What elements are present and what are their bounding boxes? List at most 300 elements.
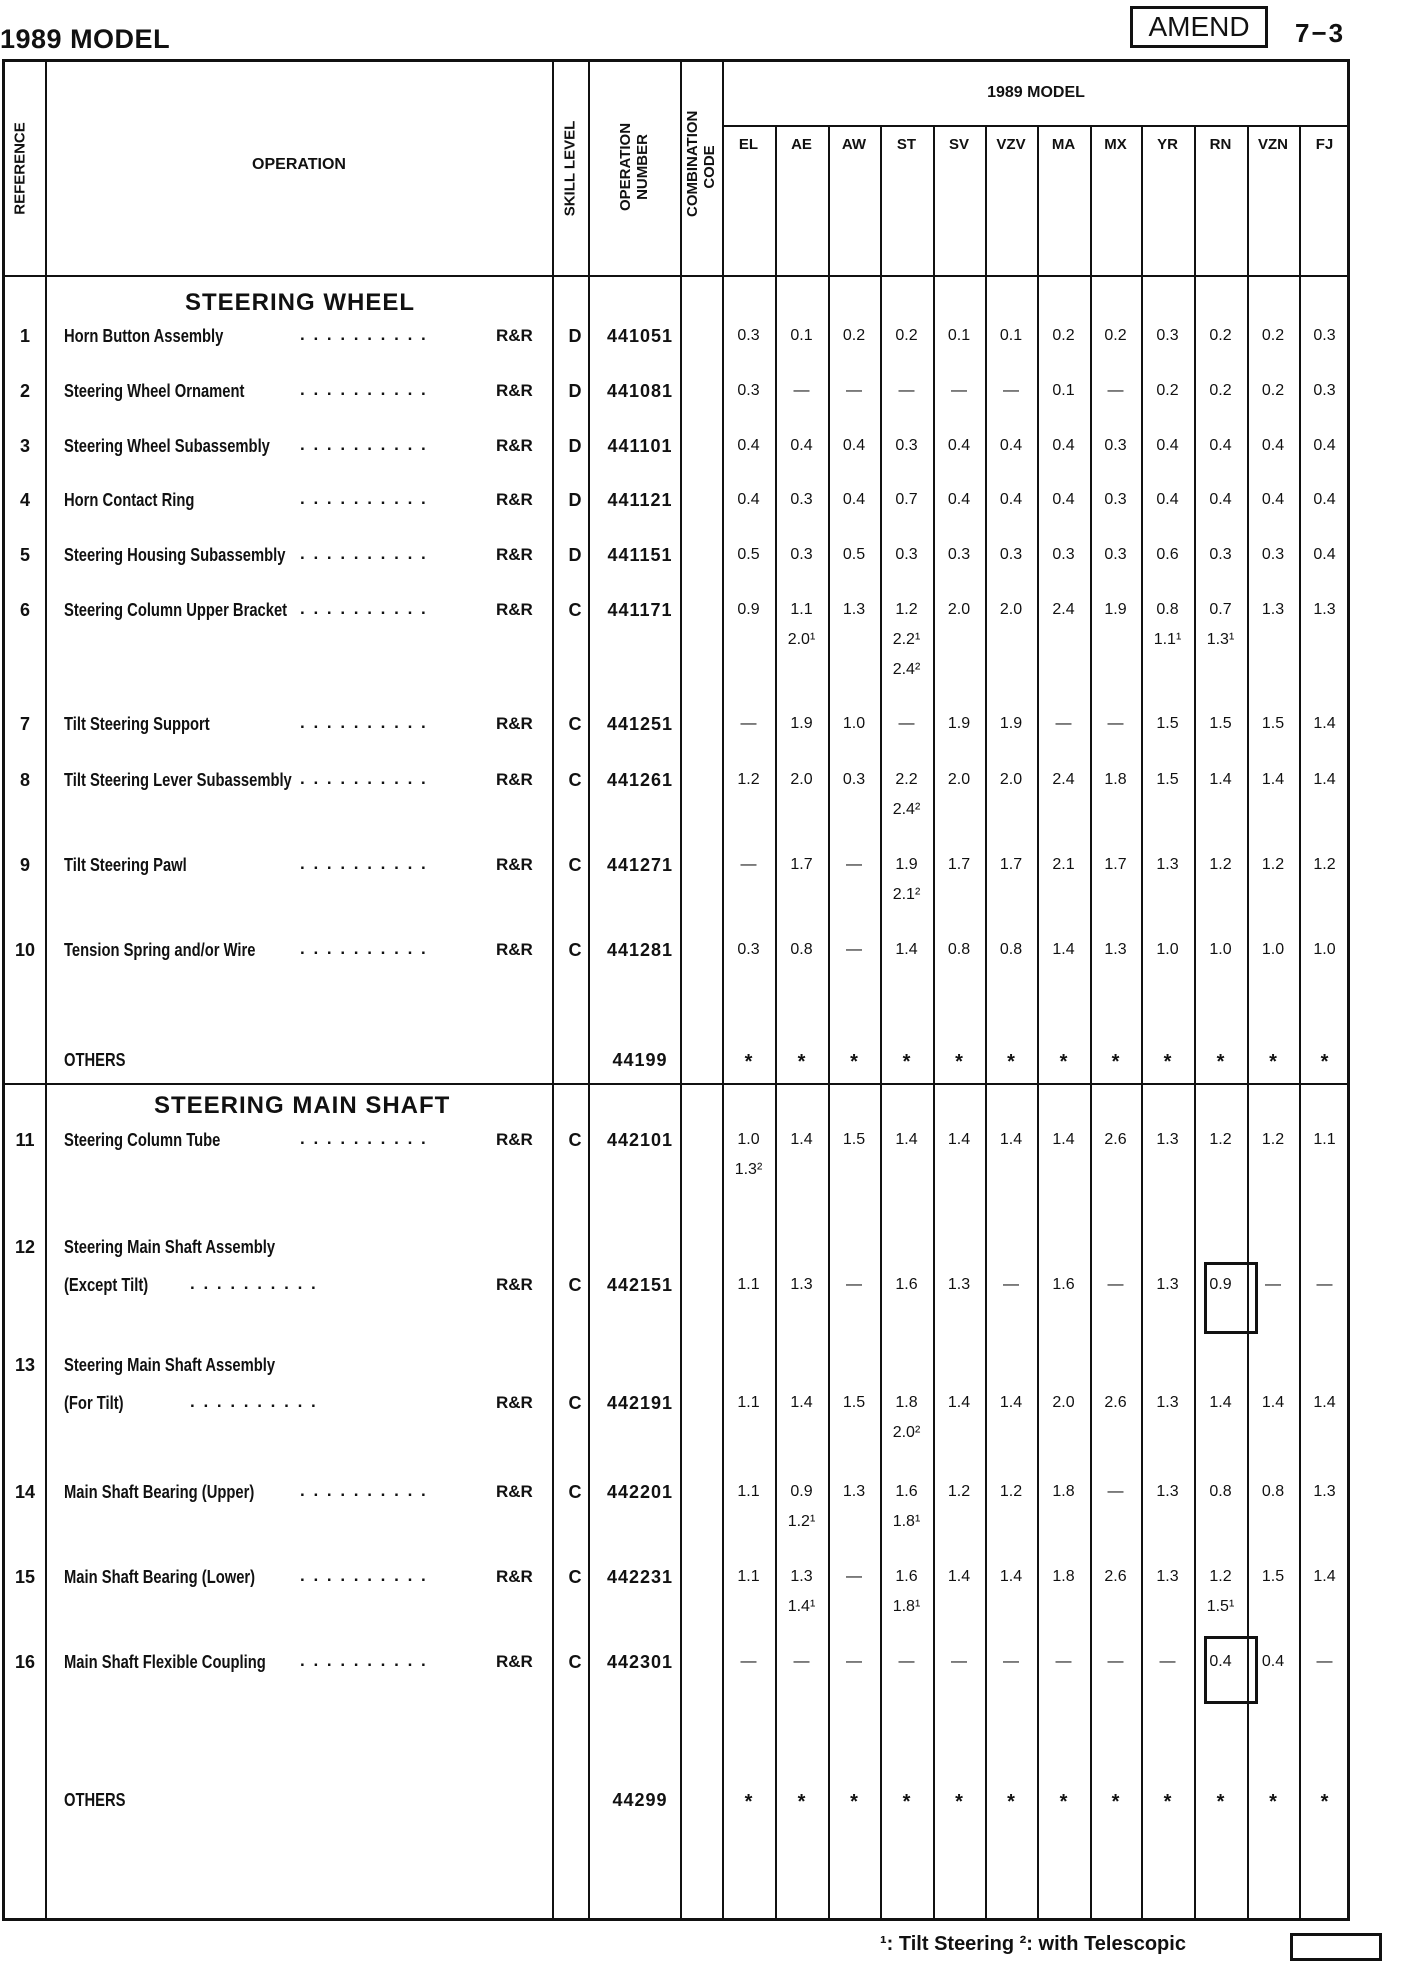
- header-model-ae: AE: [791, 136, 812, 153]
- operation-name: Main Shaft Bearing (Upper): [64, 1482, 255, 1502]
- leader-dots: . . . . . . . . . .: [190, 1274, 318, 1293]
- time-value: 1.5: [842, 1394, 866, 1411]
- time-value: 1.4: [947, 1394, 971, 1411]
- leader-dots: . . . . . . . . . .: [300, 1481, 428, 1500]
- operation-number: 442201: [606, 1482, 674, 1502]
- action-code: R&R: [496, 1482, 533, 1501]
- time-value: 2.0: [999, 601, 1023, 618]
- operation-number: 441101: [607, 436, 673, 456]
- time-value-variant: 1.8¹: [892, 1513, 921, 1530]
- time-value: 1.4: [1261, 771, 1285, 788]
- time-value: 1.7: [790, 856, 813, 873]
- operation-number: 442231: [606, 1567, 674, 1587]
- time-value: —: [740, 715, 757, 732]
- time-value: 0.2: [895, 327, 918, 344]
- header-operation-number: OPERATION NUMBER: [617, 122, 651, 212]
- leader-dots: . . . . . . . . . .: [300, 325, 428, 344]
- time-value: *: [797, 1051, 806, 1073]
- time-value: *: [955, 1791, 963, 1813]
- leader-dots: . . . . . . . . . .: [300, 939, 428, 958]
- leader-dots: . . . . . . . . . .: [300, 599, 428, 618]
- time-value: 1.6: [895, 1483, 918, 1500]
- operation-name: OTHERS: [64, 1050, 126, 1070]
- time-value: 1.4: [1052, 1131, 1075, 1148]
- time-value: 1.4: [947, 1568, 971, 1585]
- operation-name: Tilt Steering Pawl: [64, 855, 187, 875]
- skill-level: D: [568, 545, 582, 565]
- time-value-variant: 1.1¹: [1153, 631, 1182, 648]
- time-value: 1.0: [842, 715, 866, 732]
- time-value: 0.2: [1261, 382, 1285, 399]
- time-value: 1.3: [1156, 1276, 1179, 1293]
- time-value: 0.1: [1052, 382, 1075, 399]
- time-value: 1.2: [737, 771, 760, 788]
- time-value: 0.4: [1156, 491, 1179, 508]
- highlight-box: [1204, 1262, 1258, 1334]
- time-value: 1.2: [1209, 1568, 1232, 1585]
- header-model-yr: YR: [1157, 136, 1178, 153]
- section-title: STEERING MAIN SHAFT: [154, 1092, 451, 1119]
- reference-number: 13: [14, 1355, 36, 1375]
- reference-number: 16: [14, 1652, 36, 1672]
- leader-dots: . . . . . . . . . .: [190, 1392, 318, 1411]
- time-value: 2.6: [1104, 1131, 1127, 1148]
- time-value: 0.4: [1261, 437, 1285, 454]
- time-value: —: [740, 1653, 757, 1670]
- operation-number: 441171: [607, 600, 673, 620]
- operation-number: 441251: [606, 714, 674, 734]
- time-value: 1.2: [1209, 1131, 1232, 1148]
- header-model-ma: MA: [1051, 136, 1076, 153]
- action-code: R&R: [496, 436, 533, 455]
- time-value: —: [1055, 1653, 1072, 1670]
- time-value: 0.4: [1156, 437, 1179, 454]
- operation-number: 441081: [606, 381, 674, 401]
- time-value: *: [1007, 1051, 1015, 1073]
- time-value: 1.2: [1209, 856, 1232, 873]
- time-value: *: [1059, 1051, 1068, 1073]
- time-value: 1.8: [1052, 1568, 1075, 1585]
- time-value: 1.3: [1313, 1483, 1336, 1500]
- header-model-el: EL: [738, 136, 759, 153]
- time-value: 1.1: [737, 1276, 760, 1293]
- time-value: 1.2: [1261, 1131, 1285, 1148]
- time-value: *: [955, 1051, 963, 1073]
- time-value: 0.8: [1209, 1483, 1232, 1500]
- time-value: 1.9: [999, 715, 1023, 732]
- time-value: 0.2: [842, 327, 866, 344]
- operation-name: Main Shaft Bearing (Lower): [64, 1567, 256, 1587]
- time-value: —: [846, 1568, 862, 1585]
- operation-name: Steering Column Tube: [64, 1130, 221, 1150]
- time-value: —: [846, 941, 862, 958]
- time-value: —: [1159, 1653, 1176, 1670]
- time-value: 0.9: [790, 1483, 813, 1500]
- action-code: R&R: [496, 1130, 533, 1149]
- action-code: R&R: [496, 714, 533, 733]
- time-value: 1.4: [999, 1131, 1023, 1148]
- time-value: —: [951, 1653, 967, 1670]
- time-value: —: [846, 382, 862, 399]
- time-value: 1.3: [1261, 601, 1285, 618]
- operation-number: 441281: [606, 940, 674, 960]
- footer-box: [1290, 1933, 1382, 1961]
- time-value: 2.0: [999, 771, 1023, 788]
- time-value: 0.5: [737, 546, 760, 563]
- time-value: 1.3: [1156, 856, 1179, 873]
- time-value: —: [793, 1653, 810, 1670]
- time-value: 1.3: [790, 1568, 813, 1585]
- time-value-variant: 1.3²: [734, 1161, 763, 1178]
- skill-level: C: [568, 940, 582, 960]
- operation-number: 442301: [606, 1652, 674, 1672]
- time-value: *: [1007, 1791, 1015, 1813]
- time-value: *: [850, 1051, 858, 1073]
- time-value: 1.3: [790, 1276, 813, 1293]
- time-value: 0.3: [947, 546, 971, 563]
- header-reference: REFERENCE: [11, 122, 29, 215]
- time-value: 1.4: [1313, 771, 1336, 788]
- time-value: 0.1: [947, 327, 971, 344]
- section-divider: [2, 1083, 1350, 1085]
- column-rule: [45, 59, 47, 1921]
- time-value: 1.4: [1209, 771, 1232, 788]
- time-value: 1.2: [947, 1483, 971, 1500]
- amend-badge: AMEND: [1130, 6, 1268, 48]
- action-code: R&R: [496, 545, 533, 564]
- time-value: *: [1269, 1051, 1277, 1073]
- time-value: 1.0: [737, 1131, 760, 1148]
- skill-level: C: [568, 855, 582, 875]
- time-value: 0.3: [1261, 546, 1285, 563]
- time-value: 1.3: [842, 1483, 866, 1500]
- skill-level: C: [568, 1393, 582, 1413]
- time-value: 2.0: [1052, 1394, 1075, 1411]
- time-value: —: [1055, 715, 1072, 732]
- action-code: R&R: [496, 1275, 533, 1294]
- time-value: 0.3: [737, 327, 760, 344]
- time-value: 0.6: [1156, 546, 1179, 563]
- time-value: 1.1: [737, 1394, 760, 1411]
- time-value: 1.8: [1052, 1483, 1075, 1500]
- time-value: 0.2: [1156, 382, 1179, 399]
- time-value: 0.1: [790, 327, 813, 344]
- operation-name: Horn Contact Ring: [64, 490, 195, 510]
- action-code: R&R: [496, 326, 533, 345]
- time-value: 0.2: [1104, 327, 1127, 344]
- time-value: —: [1316, 1653, 1333, 1670]
- leader-dots: . . . . . . . . . .: [300, 1129, 428, 1148]
- time-value-variant: 2.4²: [892, 801, 921, 818]
- time-value: 1.5: [842, 1131, 866, 1148]
- reference-number: 8: [19, 770, 30, 790]
- reference-number: 4: [19, 490, 30, 510]
- time-value: 0.3: [1313, 382, 1336, 399]
- operation-name: Horn Button Assembly: [64, 326, 224, 346]
- header-combination-code: COMBINATION CODE: [684, 110, 718, 217]
- time-value: 0.4: [999, 437, 1023, 454]
- page-title: 1989 MODEL: [0, 24, 171, 54]
- time-value: —: [1107, 1276, 1124, 1293]
- operation-name: Tilt Steering Support: [64, 714, 210, 734]
- time-value: 2.1: [1052, 856, 1075, 873]
- operation-name: Steering Main Shaft Assembly: [64, 1355, 276, 1375]
- time-value: 1.5: [1261, 715, 1285, 732]
- time-value-variant: 1.2¹: [787, 1513, 816, 1530]
- time-value: 1.4: [947, 1131, 971, 1148]
- reference-number: 14: [14, 1482, 36, 1502]
- time-value: 0.8: [947, 941, 971, 958]
- time-value: 1.9: [895, 856, 918, 873]
- action-code: R&R: [496, 1652, 533, 1671]
- time-value: 1.9: [1104, 601, 1127, 618]
- time-value: 0.9: [1209, 1276, 1232, 1293]
- time-value: 0.4: [1313, 491, 1336, 508]
- time-value: 0.9: [737, 601, 760, 618]
- time-value: *: [1163, 1791, 1172, 1813]
- time-value: 0.3: [999, 546, 1023, 563]
- skill-level: C: [568, 600, 582, 620]
- operation-number: 441261: [606, 770, 674, 790]
- time-value-variant: 2.1²: [892, 886, 921, 903]
- time-value: 1.3: [1156, 1568, 1179, 1585]
- time-value: 1.7: [1104, 856, 1127, 873]
- time-value: *: [1111, 1791, 1120, 1813]
- operation-name: OTHERS: [64, 1790, 126, 1810]
- reference-number: 9: [19, 855, 30, 875]
- time-value: —: [1316, 1276, 1333, 1293]
- time-value: 1.0: [1156, 941, 1179, 958]
- time-value-variant: 1.5¹: [1206, 1598, 1235, 1615]
- reference-number: 2: [19, 381, 30, 401]
- time-value: 0.2: [1209, 382, 1232, 399]
- time-value: 1.1: [737, 1483, 760, 1500]
- highlight-box: [1204, 1636, 1258, 1704]
- header-skill-level: SKILL LEVEL: [561, 120, 579, 217]
- time-value: 1.4: [1313, 1568, 1336, 1585]
- time-value: 1.8: [1104, 771, 1127, 788]
- action-code: R&R: [496, 1393, 533, 1412]
- operation-number: 442191: [606, 1393, 674, 1413]
- time-value: 0.4: [737, 437, 760, 454]
- skill-level: D: [568, 381, 582, 401]
- time-value: 1.9: [947, 715, 971, 732]
- time-value: 1.4: [895, 1131, 918, 1148]
- operation-name: Tilt Steering Lever Subassembly: [64, 770, 292, 790]
- time-value: 0.3: [895, 546, 918, 563]
- time-value: 0.4: [1209, 491, 1232, 508]
- operation-name: Steering Wheel Subassembly: [64, 436, 270, 456]
- time-value: 1.5: [1156, 771, 1179, 788]
- time-value: 0.3: [842, 771, 866, 788]
- action-code: R&R: [496, 1567, 533, 1586]
- time-value: 1.9: [790, 715, 813, 732]
- time-value: *: [1111, 1051, 1120, 1073]
- time-value: 2.4: [1052, 601, 1075, 618]
- time-value: *: [902, 1791, 911, 1813]
- time-value: 1.2: [999, 1483, 1023, 1500]
- time-value: 0.4: [947, 491, 971, 508]
- time-value: 1.3: [1313, 601, 1336, 618]
- time-value: 1.4: [1313, 1394, 1336, 1411]
- time-value-variant: 1.3¹: [1206, 631, 1235, 648]
- time-value: 1.6: [895, 1276, 918, 1293]
- time-value: 0.3: [1104, 437, 1127, 454]
- time-value: *: [744, 1051, 753, 1073]
- time-value: 0.3: [737, 941, 760, 958]
- time-value: 0.4: [1052, 491, 1075, 508]
- time-value: 1.2: [1261, 856, 1285, 873]
- leader-dots: . . . . . . . . . .: [300, 380, 428, 399]
- time-value: *: [850, 1791, 858, 1813]
- time-value: 1.2: [1313, 856, 1336, 873]
- leader-dots: . . . . . . . . . .: [300, 489, 428, 508]
- time-value: 1.3: [1156, 1131, 1179, 1148]
- time-value: 2.0: [790, 771, 813, 788]
- operation-name: Steering Wheel Ornament: [64, 381, 245, 401]
- time-value: —: [1003, 1653, 1019, 1670]
- action-code: R&R: [496, 490, 533, 509]
- time-value: —: [1107, 382, 1124, 399]
- time-value: 0.2: [1052, 327, 1075, 344]
- action-code: R&R: [496, 381, 533, 400]
- column-rule: [552, 59, 554, 1921]
- time-value: *: [744, 1791, 753, 1813]
- time-value: *: [1216, 1051, 1225, 1073]
- skill-level: C: [568, 1567, 582, 1587]
- time-value: 0.3: [737, 382, 760, 399]
- time-value: 0.3: [790, 491, 813, 508]
- time-value: 2.0: [947, 771, 971, 788]
- skill-level: C: [568, 1482, 582, 1502]
- leader-dots: . . . . . . . . . .: [300, 435, 428, 454]
- skill-level: D: [568, 436, 582, 456]
- time-value: 1.4: [1052, 941, 1075, 958]
- time-value: —: [740, 856, 757, 873]
- time-value-variant: 1.4¹: [787, 1598, 816, 1615]
- reference-number: 1: [19, 326, 30, 346]
- header-model-aw: AW: [841, 136, 867, 153]
- skill-level: C: [568, 714, 582, 734]
- operation-number: 441271: [606, 855, 674, 875]
- header-model-rn: RN: [1209, 136, 1232, 153]
- operation-number: 442151: [606, 1275, 674, 1295]
- operation-number: 44299: [612, 1790, 668, 1810]
- time-value: 0.3: [1052, 546, 1075, 563]
- time-value: 0.3: [1156, 327, 1179, 344]
- section-title: STEERING WHEEL: [185, 289, 416, 316]
- time-value: 0.4: [1209, 437, 1232, 454]
- action-code: R&R: [496, 855, 533, 874]
- reference-number: 3: [19, 436, 30, 456]
- time-value: 0.1: [999, 327, 1023, 344]
- time-value: 1.6: [1052, 1276, 1075, 1293]
- operation-name: Main Shaft Flexible Coupling: [64, 1652, 266, 1672]
- time-value: 0.7: [1209, 601, 1232, 618]
- header-model-vzn: VZN: [1258, 136, 1288, 153]
- time-value: 1.3: [1156, 1394, 1179, 1411]
- leader-dots: . . . . . . . . . .: [300, 713, 428, 732]
- time-value: 1.3: [842, 601, 866, 618]
- time-value: 0.2: [1261, 327, 1285, 344]
- time-value: 2.4: [1052, 771, 1075, 788]
- time-value: 0.4: [842, 491, 866, 508]
- leader-dots: . . . . . . . . . .: [300, 854, 428, 873]
- skill-level: D: [568, 326, 582, 346]
- time-value: 2.6: [1104, 1394, 1127, 1411]
- footnote-legend: ¹: Tilt Steering ²: with Telescopic: [880, 1933, 1186, 1955]
- time-value: 0.8: [1156, 601, 1179, 618]
- header-model-sv: SV: [948, 136, 969, 153]
- skill-level: D: [568, 490, 582, 510]
- time-value: 0.4: [1261, 1653, 1285, 1670]
- operation-number: 44199: [612, 1050, 668, 1070]
- header-model-st: ST: [896, 136, 917, 153]
- time-value: *: [1216, 1791, 1225, 1813]
- time-value: *: [1320, 1791, 1329, 1813]
- time-value: 1.4: [1209, 1394, 1232, 1411]
- time-value: —: [1265, 1276, 1281, 1293]
- time-value: 1.3: [1104, 941, 1127, 958]
- time-value: 1.4: [895, 941, 918, 958]
- action-code: R&R: [496, 770, 533, 789]
- page-number: 7−3: [1295, 18, 1346, 48]
- operation-number: 441051: [606, 326, 674, 346]
- time-value-variant: 2.0²: [892, 1424, 921, 1441]
- time-value-variant: 2.2¹: [892, 631, 921, 648]
- time-value: 0.4: [737, 491, 760, 508]
- operation-number: 441121: [607, 490, 673, 510]
- time-value: 0.4: [1313, 437, 1336, 454]
- time-value: 2.6: [1104, 1568, 1127, 1585]
- time-value: 2.2: [895, 771, 918, 788]
- time-value: 1.4: [1313, 715, 1336, 732]
- time-value: 0.8: [790, 941, 813, 958]
- leader-dots: . . . . . . . . . .: [300, 544, 428, 563]
- header-operation: OPERATION: [252, 156, 346, 173]
- time-value-variant: 2.0¹: [787, 631, 816, 648]
- time-value: 1.8: [895, 1394, 918, 1411]
- time-value: 1.5: [1209, 715, 1232, 732]
- skill-level: C: [568, 770, 582, 790]
- header-divider: [2, 275, 1350, 277]
- time-value-variant: 2.4²: [892, 661, 921, 678]
- header-model-vzv: VZV: [996, 136, 1026, 153]
- time-value: 0.4: [999, 491, 1023, 508]
- time-value: —: [898, 382, 915, 399]
- reference-number: 11: [15, 1130, 35, 1150]
- time-value: *: [1269, 1791, 1277, 1813]
- time-value: 0.2: [1209, 327, 1232, 344]
- time-value: —: [1003, 382, 1019, 399]
- header-model-mx: MX: [1104, 136, 1127, 153]
- time-value: 1.4: [1261, 1394, 1285, 1411]
- time-value: 0.3: [790, 546, 813, 563]
- time-value: 0.8: [999, 941, 1023, 958]
- time-value: 1.5: [1261, 1568, 1285, 1585]
- leader-dots: . . . . . . . . . .: [300, 1566, 428, 1585]
- time-value: 0.5: [842, 546, 866, 563]
- reference-number: 5: [19, 545, 30, 565]
- time-value: 1.1: [1313, 1131, 1336, 1148]
- header-model-group: 1989 MODEL: [987, 84, 1085, 101]
- time-value: 0.3: [895, 437, 918, 454]
- reference-number: 12: [14, 1237, 36, 1257]
- time-value: 1.1: [737, 1568, 760, 1585]
- time-value: —: [951, 382, 967, 399]
- time-value: 1.4: [999, 1394, 1023, 1411]
- time-value: *: [902, 1051, 911, 1073]
